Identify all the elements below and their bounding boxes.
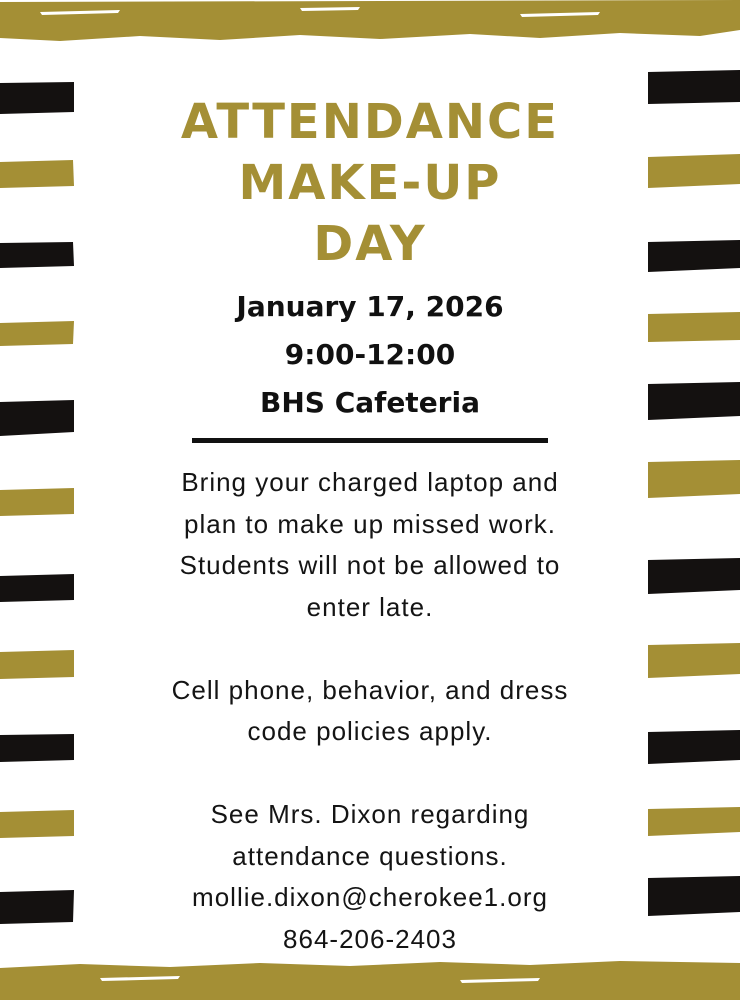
stripe: [0, 734, 74, 762]
title-line: ATTENDANCE: [180, 94, 560, 150]
divider-line: [192, 438, 548, 443]
instruction-line: enter late.: [306, 591, 434, 622]
top-brush-stroke-shape: [0, 0, 740, 41]
event-time: 9:00-12:00: [284, 338, 456, 371]
contact-phone: 864-206-2403: [283, 923, 457, 954]
stripe: [0, 160, 74, 188]
contact-line: See Mrs. Dixon regarding: [210, 799, 530, 829]
paragraph-gap: [110, 753, 630, 795]
contact-line: attendance questions.: [232, 840, 508, 871]
stripe: [648, 312, 740, 342]
stripe: [648, 730, 740, 764]
stripe: [648, 876, 740, 916]
stripe: [648, 70, 740, 104]
stripe: [0, 82, 74, 114]
stripe: [0, 650, 74, 679]
stripe: [0, 242, 74, 268]
flyer-title: [120, 92, 620, 275]
paragraph-gap: [110, 628, 630, 670]
title-line: MAKE-UP: [238, 155, 502, 211]
stripe: [0, 488, 74, 516]
stripe: [648, 382, 740, 420]
event-date: January 17, 2026: [236, 290, 504, 323]
instruction-line: Bring your charged laptop and: [181, 467, 559, 497]
stripe: [648, 643, 740, 678]
stripe: [648, 240, 740, 272]
bottom-brush-stroke: [0, 958, 740, 1000]
stripe: [648, 558, 740, 594]
top-brush-stroke: [0, 0, 740, 50]
policy-line: Cell phone, behavior, and dress: [171, 674, 569, 705]
right-stripes: [640, 60, 740, 940]
policy-line: code policies apply.: [247, 716, 493, 746]
stripe: [0, 400, 74, 436]
stripe: [0, 890, 74, 924]
stripe: [648, 460, 740, 498]
event-location: BHS Cafeteria: [260, 386, 480, 419]
stripe: [0, 574, 74, 602]
instruction-line: Students will not be allowed to: [179, 550, 561, 580]
event-details: [120, 283, 620, 427]
left-stripes: [0, 70, 80, 940]
stripe: [0, 321, 74, 346]
instructions-text: [110, 462, 630, 960]
stripe: [648, 154, 740, 188]
title-line: DAY: [313, 216, 427, 272]
stripe: [648, 807, 740, 836]
instruction-line: plan to make up missed work.: [184, 508, 556, 539]
contact-email: mollie.dixon@cherokee1.org: [192, 882, 548, 912]
stripe: [0, 810, 74, 838]
